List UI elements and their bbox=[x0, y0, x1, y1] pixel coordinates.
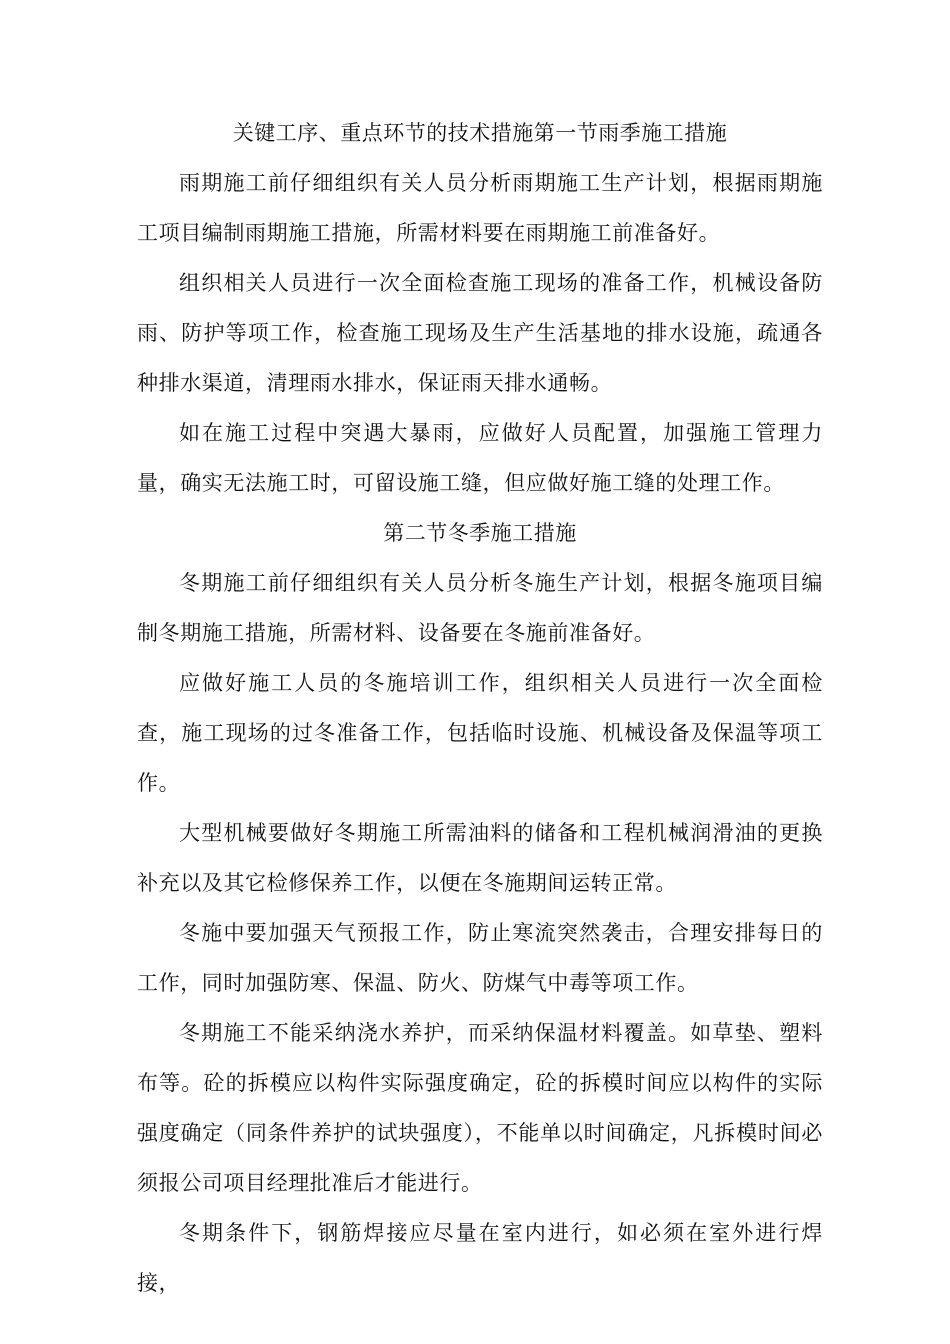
document-page bbox=[137, 120, 823, 1308]
paragraph: 雨期施工前仔细组织有关人员分析雨期施工生产计划，根据雨期施工项目编制雨期施工措施，所需材料要在雨期施工前准备好。 bbox=[137, 171, 823, 245]
paragraph: 冬施中要加强天气预报工作，防止寒流突然袭击，合理安排每日的工作，同时加强防寒、保温、防火、防煤气中毒等项工作。 bbox=[137, 921, 823, 995]
paragraph: 如在施工过程中突遇大暴雨，应做好人员配置，加强施工管理力量，确实无法施工时，可留设施工缝，但应做好施工缝的处理工作。 bbox=[137, 421, 823, 495]
paragraph: 大型机械要做好冬期施工所需油料的储备和工程机械润滑油的更换补充以及其它检修保养工作，以便在冬施期间运转正常。 bbox=[137, 821, 823, 895]
paragraph: 冬期施工前仔细组织有关人员分析冬施生产计划，根据冬施项目编制冬期施工措施，所需材料、设备要在冬施前准备好。 bbox=[137, 571, 823, 645]
section-2-heading: 第二节冬季施工措施 bbox=[383, 521, 577, 545]
paragraph: 冬期施工不能采纳浇水养护，而采纳保温材料覆盖。如草垫、塑料布等。砼的拆模应以构件实际强度确定，砼的拆模时间应以构件的实际强度确定（同条件养护的试块强度），不能单以时间确定，凡拆模时间必须报公司项目经理批准后才能进行。 bbox=[137, 1021, 823, 1195]
paragraph: 应做好施工人员的冬施培训工作，组织相关人员进行一次全面检查，施工现场的过冬准备工作，包括临时设施、机械设备及保温等项工作。 bbox=[137, 671, 823, 795]
paragraph: 冬期条件下，钢筋焊接应尽量在室内进行，如必须在室外进行焊接， bbox=[137, 1221, 823, 1295]
section-1-heading: 关键工序、重点环节的技术措施第一节雨季施工措施 bbox=[232, 121, 728, 145]
paragraph: 组织相关人员进行一次全面检查施工现场的准备工作，机械设备防雨、防护等项工作，检查施工现场及生产生活基地的排水设施，疏通各种排水渠道，清理雨水排水，保证雨天排水通畅。 bbox=[137, 271, 823, 395]
